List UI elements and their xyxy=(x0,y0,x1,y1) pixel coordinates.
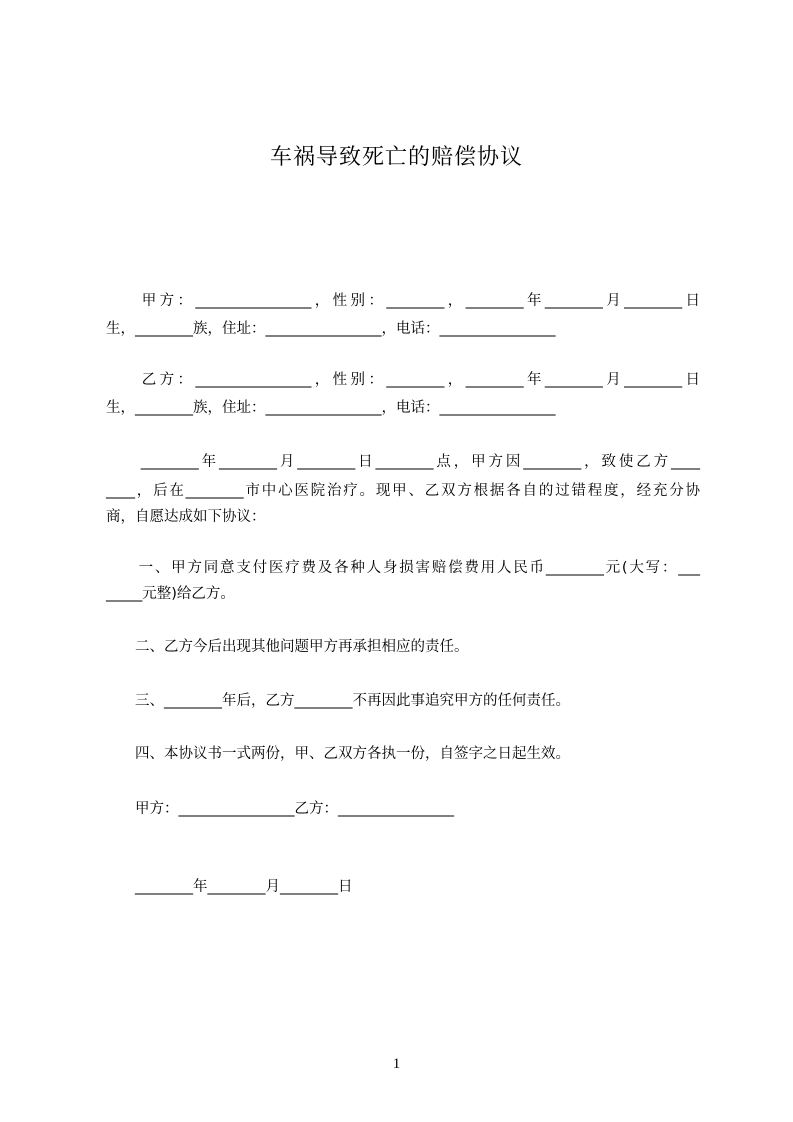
party-b-line-1: 乙方：________________，性别：________，________年________月________日 xyxy=(106,372,700,388)
page-number: 1 xyxy=(392,1056,401,1072)
clause-1-line-2: _____元整)给乙方。 xyxy=(106,586,235,602)
clause-4: 四、本协议书一式两份，甲、乙双方各执一份，自签字之日起生效。 xyxy=(106,746,570,762)
party-a-line-2: 生，________族，住址：________________，电话：________________ xyxy=(106,321,556,337)
clause-1-line-1: 一、甲方同意支付医疗费及各种人身损害赔偿费用人民币________元(大写：___ xyxy=(106,560,700,576)
party-b-line-2: 生，________族，住址：________________，电话：________________ xyxy=(106,400,556,416)
incident-line-1: ________年________月________日________点，甲方因________，致使乙方____ xyxy=(106,454,700,470)
party-a-line-1: 甲方：________________，性别：________，________年________月________日 xyxy=(106,293,700,309)
incident-line-3: 商，自愿达成如下协议： xyxy=(106,509,266,525)
date-line: ________年________月________日 xyxy=(106,879,353,895)
clause-2: 二、乙方今后出现其他问题甲方再承担相应的责任。 xyxy=(106,639,469,655)
incident-line-2: ____，后在________市中心医院治疗。现甲、乙双方根据各自的过错程度，经充分协 xyxy=(106,483,700,499)
document-title: 车祸导致死亡的赔偿协议 xyxy=(269,145,523,170)
signature-line: 甲方：________________乙方：________________ xyxy=(106,801,454,817)
clause-3: 三、________年后，乙方________不再因此事追究甲方的任何责任。 xyxy=(106,693,570,709)
